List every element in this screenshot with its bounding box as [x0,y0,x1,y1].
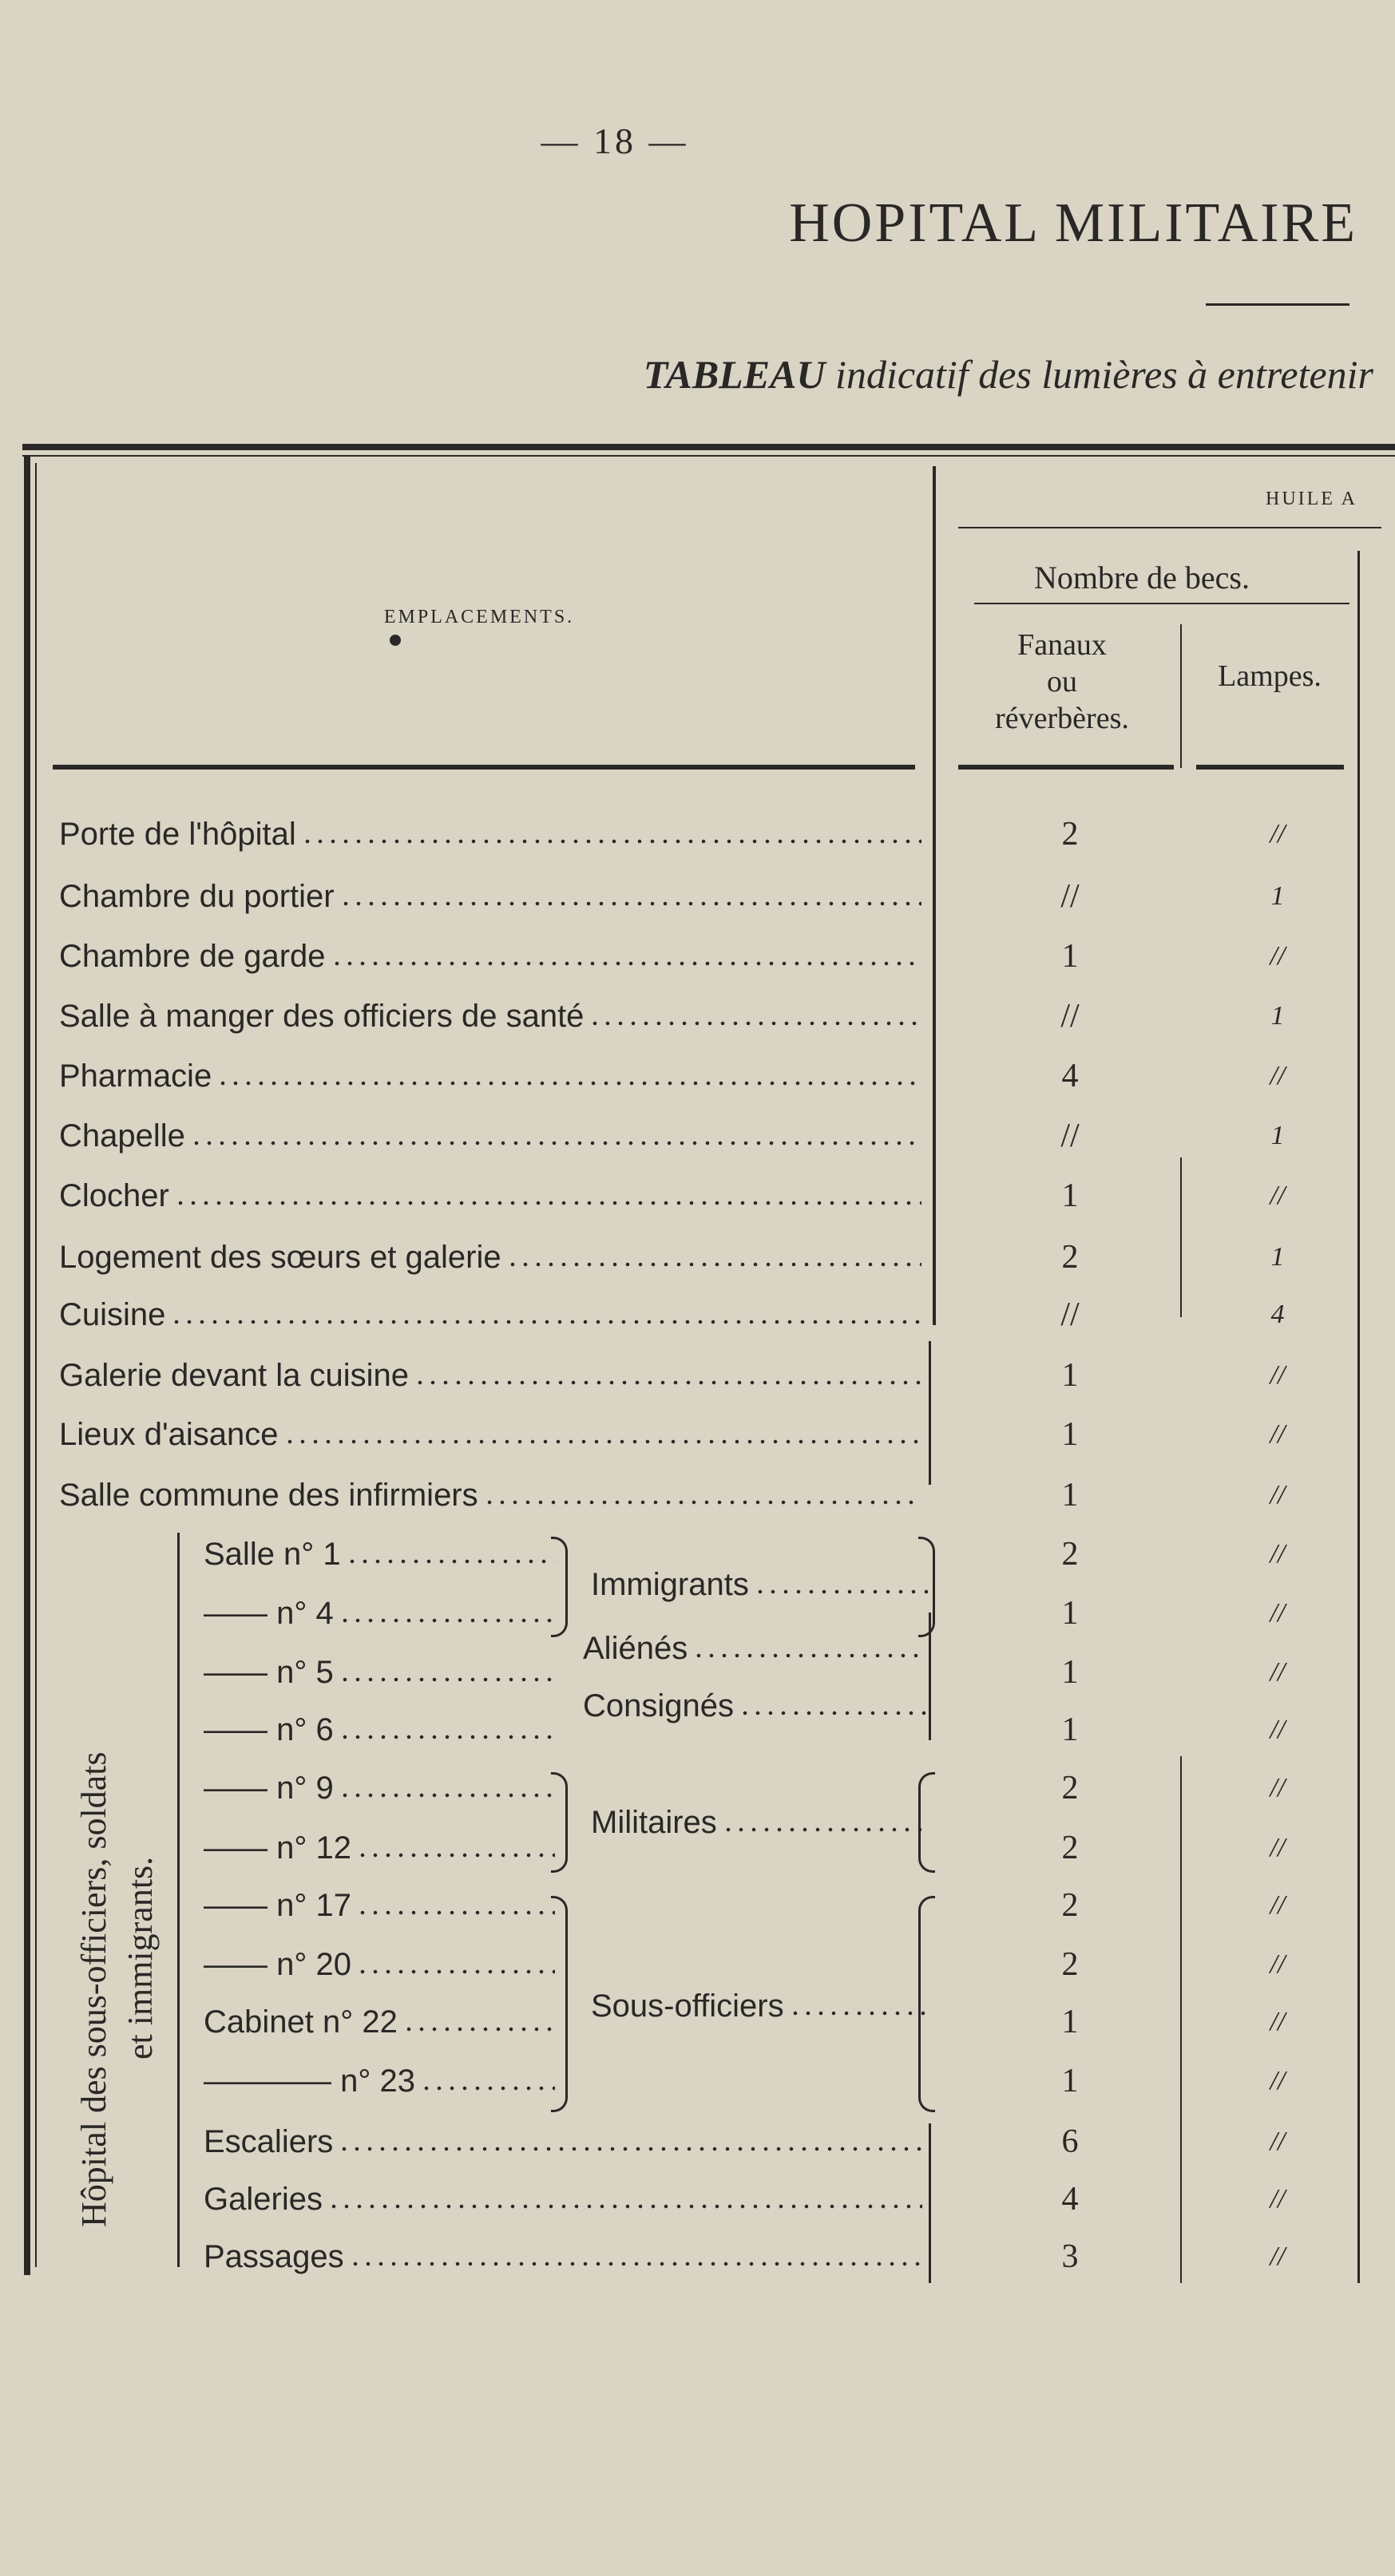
fanaux-value: 1 [1061,1711,1079,1748]
lampes-value: // [1270,2184,1286,2214]
lampes-value: // [1270,1657,1286,1687]
lampes-value: // [1270,1360,1286,1390]
subrow-label: Passages [204,2239,344,2274]
group-consignes [583,1678,926,1734]
group-alienes [583,1620,926,1676]
fanaux-value: 3 [1061,2238,1079,2275]
fanaux-value: 2 [1061,1830,1079,1866]
lampes-value: // [1270,819,1286,849]
fanaux-value: 1 [1061,1477,1079,1514]
fanaux-value: 1 [1061,1416,1079,1453]
header-bullet [390,635,401,646]
lampes-underline [1196,765,1344,770]
lampes-value: // [1270,1480,1286,1510]
dot-leader [327,2204,922,2209]
dot-leader [402,2027,555,2032]
group-divider-right-lower [929,2123,931,2283]
subtitle-bold: TABLEAU [643,352,826,397]
dot-leader [331,961,921,966]
subrow [204,2229,922,2285]
subrow-label: —— n° 9 [204,1771,334,1806]
fanaux-value: // [1060,1296,1080,1333]
header-fanaux-line1: Fanaux [1017,628,1107,662]
page-title: HOPITAL MILITAIRE [789,192,1357,254]
row-label: Galerie devant la cuisine [59,1358,410,1393]
row-label: Logement des sœurs et galerie [59,1240,501,1275]
subrow [204,2053,555,2109]
table-row [59,928,921,984]
page-number: — 18 — [541,121,689,161]
group-immigrants [591,1557,934,1612]
fanaux-value: 1 [1061,1357,1079,1394]
dot-leader [339,1618,555,1623]
huile-rule [958,527,1381,528]
row-label: Clocher [59,1178,169,1213]
lampes-value: // [1270,941,1286,971]
subrow-label: —— n° 12 [204,1830,351,1866]
lampes-value: 4 [1270,1300,1285,1329]
fanaux-value: 1 [1061,1654,1079,1691]
subrow [204,1644,555,1700]
dot-leader [339,1735,555,1739]
header-huile: HUILE A [1266,489,1357,509]
lampes-value: 1 [1270,881,1285,911]
lampes-value: // [1270,1833,1286,1862]
subrow-label: —— n° 4 [204,1596,334,1631]
fanaux-value: 2 [1061,816,1079,853]
dot-leader [356,1853,555,1858]
fanaux-value: 1 [1061,2004,1079,2040]
nombre-rule [974,603,1349,604]
subrow-label: —— n° 20 [204,1947,351,1982]
subrow [204,1994,555,2050]
dot-leader [283,1439,922,1444]
dot-leader [338,2147,922,2151]
table-row [59,1048,921,1104]
group-vertical-label-2: et immigrants. [121,1856,160,2060]
table-row [59,1467,921,1523]
table-row [59,806,921,862]
lampes-value: 1 [1270,1121,1285,1150]
header-nombre-de-becs: Nombre de becs. [1034,560,1250,596]
fanaux-value: // [1060,878,1080,915]
subrow [204,1878,555,1933]
row-label: Salle commune des infirmiers [59,1478,478,1513]
row-label: Porte de l'hôpital [59,817,296,852]
dot-leader [356,1969,555,1974]
header-fanaux [946,627,1178,737]
dot-leader [339,901,921,906]
dot-leader [789,2011,926,2016]
lower-divider [929,1341,931,1485]
dot-leader [356,1910,555,1915]
group-sous-officiers-label: Sous-officiers [591,1988,784,2024]
subrow [204,1820,555,1876]
subtitle-rest: indicatif des lumières à entretenir [825,352,1373,397]
subrow-label: Cabinet n° 22 [204,2004,398,2040]
table-row [59,869,921,924]
group-militaires [591,1794,926,1850]
table-row [59,1287,921,1343]
group-vertical-label-1: Hôpital des sous-officiers, soldats [74,1751,113,2227]
dot-leader [346,1559,555,1564]
fanaux-value: 2 [1061,1536,1079,1573]
table-row [59,1347,921,1403]
fanaux-value: 2 [1061,1770,1079,1806]
lampes-value: // [1270,1773,1286,1802]
lampes-value: // [1270,2007,1286,2036]
row-label: Cuisine [59,1297,166,1332]
subrow-label: —— n° 5 [204,1655,334,1690]
fanaux-value: 1 [1061,1177,1079,1214]
dot-leader [301,839,921,844]
fanaux-value: 1 [1061,2063,1079,2099]
subrow-label: Salle n° 1 [204,1537,341,1572]
sub-divider [1180,624,1182,768]
subrow [204,1526,555,1582]
group-alienes-label: Aliénés [583,1631,688,1666]
row-label: Chambre de garde [59,939,326,974]
subrow-label: —— n° 17 [204,1888,351,1923]
lampes-divider [1180,1157,1182,1317]
dot-leader [174,1201,921,1205]
fanaux-underline [958,765,1174,770]
dot-leader [722,1827,926,1832]
lampes-value: // [1270,1539,1286,1569]
lampes-value: 1 [1270,1001,1285,1031]
lampes-value: // [1270,1061,1286,1090]
group-consignes-label: Consignés [583,1688,735,1723]
group-immigrants-label: Immigrants [591,1567,749,1602]
subrow [204,1585,555,1641]
lampes-value: 1 [1270,1242,1285,1272]
fanaux-value: // [1060,1118,1080,1154]
table-row [59,988,921,1044]
fanaux-value: // [1060,998,1080,1035]
fanaux-value: 1 [1061,938,1079,975]
header-emplacements: EMPLACEMENTS. [383,607,575,627]
dot-leader [589,1021,921,1026]
header-lampes: Lampes. [1218,659,1322,693]
dot-leader [420,2086,555,2091]
dot-leader [739,1711,926,1715]
title-rule [1206,303,1349,306]
fanaux-value: 2 [1061,1239,1079,1276]
group-sous-officiers [591,1978,926,2034]
brace-immigrants-right [918,1537,935,1637]
group-militaires-label: Militaires [591,1805,717,1840]
header-fanaux-line2: ou [1047,665,1077,698]
dot-leader [216,1081,921,1086]
lampes-value: // [1270,1949,1286,1979]
fanaux-value: 6 [1061,2123,1079,2160]
row-label: Pharmacie [59,1058,212,1094]
top-rule-thin [22,455,1395,457]
table-subtitle [399,351,1373,398]
table-row [59,1407,921,1462]
lampes-value: // [1270,1419,1286,1449]
lampes-value: // [1270,2127,1286,2156]
dot-leader [339,1793,555,1798]
dot-leader [190,1141,921,1146]
dot-leader [349,2261,922,2266]
left-rule-thin [35,463,37,2267]
row-label: Lieux d'aisance [59,1417,279,1452]
col-divider [933,466,936,1325]
header-fanaux-line3: réverbères. [995,702,1129,735]
top-rule [22,444,1395,450]
dot-leader [506,1262,921,1267]
dot-leader [483,1500,921,1505]
subrow-label: —— n° 6 [204,1712,334,1747]
lampes-value: // [1270,1715,1286,1744]
subrow-label: Galeries [204,2182,323,2217]
subrow-label: Escaliers [204,2124,334,2159]
table-row [59,1168,921,1224]
dot-leader [170,1320,921,1324]
lampes-value: // [1270,2242,1286,2271]
dot-leader [692,1653,926,1658]
subrow-label: ———— n° 23 [204,2064,415,2099]
subrow [204,2114,922,2170]
emp-underline [53,765,915,770]
row-label: Chambre du portier [59,879,335,914]
row-label: Salle à manger des officiers de santé [59,999,585,1034]
fanaux-value: 1 [1061,1595,1079,1632]
row-label: Chapelle [59,1118,185,1153]
brace-militaires-right [918,1772,935,1873]
brace-sous-officiers-right [918,1896,935,2112]
lampes-divider-lower [1180,1756,1182,2283]
dot-leader [414,1380,921,1385]
fanaux-value: 4 [1061,1058,1079,1094]
fanaux-value: 2 [1061,1946,1079,1983]
dot-leader [339,1677,555,1682]
lampes-value: // [1270,1890,1286,1920]
lampes-value: // [1270,1181,1286,1210]
subrow [204,1937,555,1992]
table-row [59,1108,921,1164]
group-divider-right [929,1612,931,1740]
fanaux-value: 2 [1061,1887,1079,1924]
dot-leader [754,1589,934,1594]
subrow [204,1760,555,1816]
table-row [59,1229,921,1285]
left-rule [24,455,30,2275]
lampes-value: // [1270,2066,1286,2095]
group-bracket [177,1533,180,2267]
subrow [204,1702,555,1758]
lampes-value: // [1270,1598,1286,1628]
fanaux-value: 4 [1061,2181,1079,2218]
subrow [204,2171,922,2227]
